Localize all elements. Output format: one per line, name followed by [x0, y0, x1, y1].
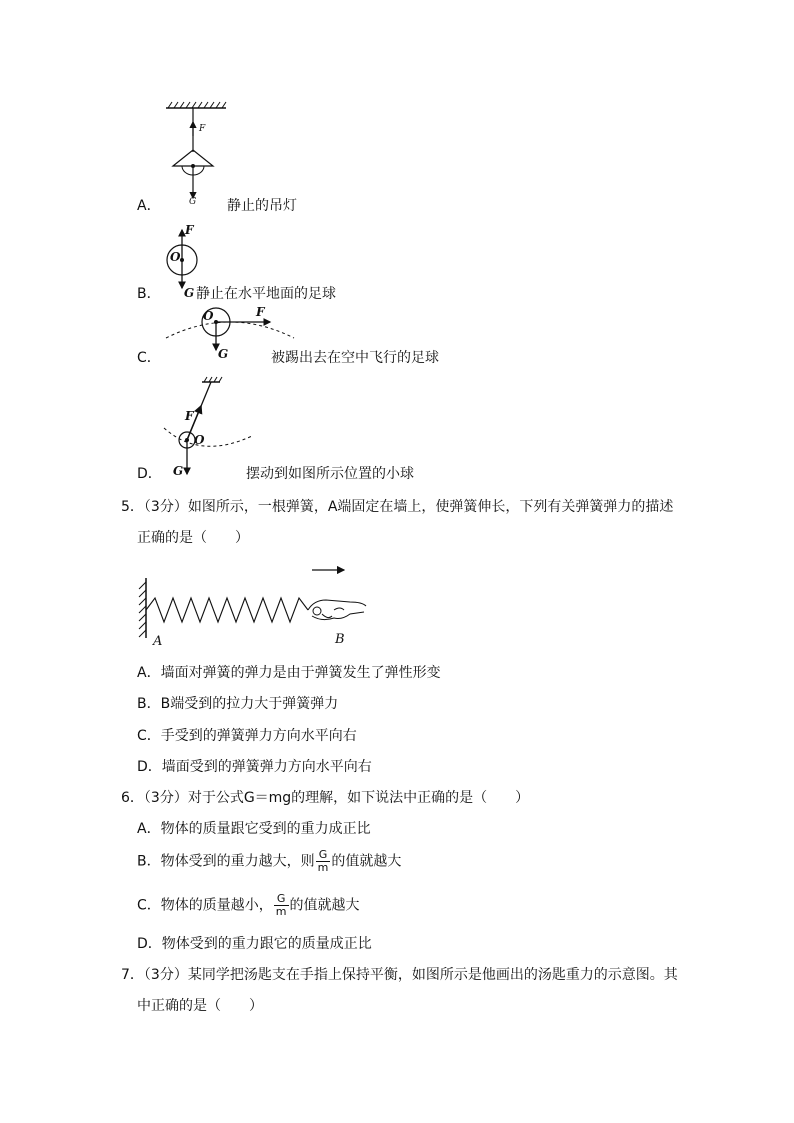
q6-option-b [137, 849, 401, 874]
q7-stem-line2: 中正确的是（ ） [137, 998, 263, 1014]
figure-pendulum-ball [160, 376, 260, 476]
fraction-g-over-m: $\frac{G}{m}$ [275, 892, 287, 918]
q6-option-b-post: 的值就越大 [331, 853, 402, 870]
option-c-letter: C． [137, 350, 161, 366]
option-d-letter: D． [137, 466, 162, 482]
center-o-label: O [203, 309, 214, 323]
q6-option-c-pre: C．物体的质量越小， [137, 897, 273, 914]
force-g-label: G [218, 347, 229, 361]
force-f-label: F [256, 305, 265, 319]
q5-option-d: D．墙面受到的弹簧弹力方向水平向右 [137, 759, 372, 775]
q6-option-a: A．物体的质量跟它受到的重力成正比 [137, 821, 371, 837]
spring-end-a-label: A [153, 634, 163, 649]
force-g-label: G [173, 464, 184, 478]
q6-option-c-post: 的值就越大 [289, 897, 360, 914]
q5-option-a: A．墙面对弹簧的弹力是由于弹簧发生了弹性形变 [137, 665, 441, 681]
center-o-label: O [170, 250, 181, 264]
q5-option-b: B．B端受到的拉力大于弹簧弹力 [137, 696, 339, 712]
option-a-text: 静止的吊灯 [227, 198, 297, 214]
option-d-text: 摆动到如图所示位置的小球 [246, 466, 414, 482]
q6-option-c [137, 893, 360, 918]
q5-stem-line2: 正确的是（ ） [137, 530, 249, 546]
force-f-label: F [199, 124, 206, 134]
q6-option-b-pre: B．物体受到的重力越大，则 [137, 853, 315, 870]
option-b-letter: B． [137, 286, 161, 302]
force-f-label: F [185, 223, 194, 237]
force-g-label: G [189, 197, 197, 207]
q7-stem-line1: 7．（3分）某同学把汤匙支在手指上保持平衡，如图所示是他画出的汤匙重力的示意图。其 [121, 967, 678, 983]
fraction-g-over-m: $\frac{G}{m}$ [317, 848, 329, 874]
q5-stem-line1: 5．（3分）如图所示，一根弹簧，A端固定在墙上，使弹簧伸长，下列有关弹簧弹力的描述 [121, 499, 674, 515]
q6-stem: 6．（3分）对于公式G＝mg的理解，如下说法中正确的是（ ） [121, 790, 530, 806]
spring-end-b-label: B [335, 632, 345, 647]
q5-option-c: C．手受到的弹簧弹力方向水平向右 [137, 728, 357, 744]
center-o-label: O [194, 433, 205, 447]
option-a-letter: A． [137, 198, 161, 214]
force-g-label: G [184, 286, 195, 300]
q6-option-d: D．物体受到的重力跟它的质量成正比 [137, 936, 372, 952]
force-f-label: F [185, 409, 194, 423]
option-c-text: 被踢出去在空中飞行的足球 [271, 350, 439, 366]
option-b-text: 静止在水平地面的足球 [196, 286, 336, 302]
